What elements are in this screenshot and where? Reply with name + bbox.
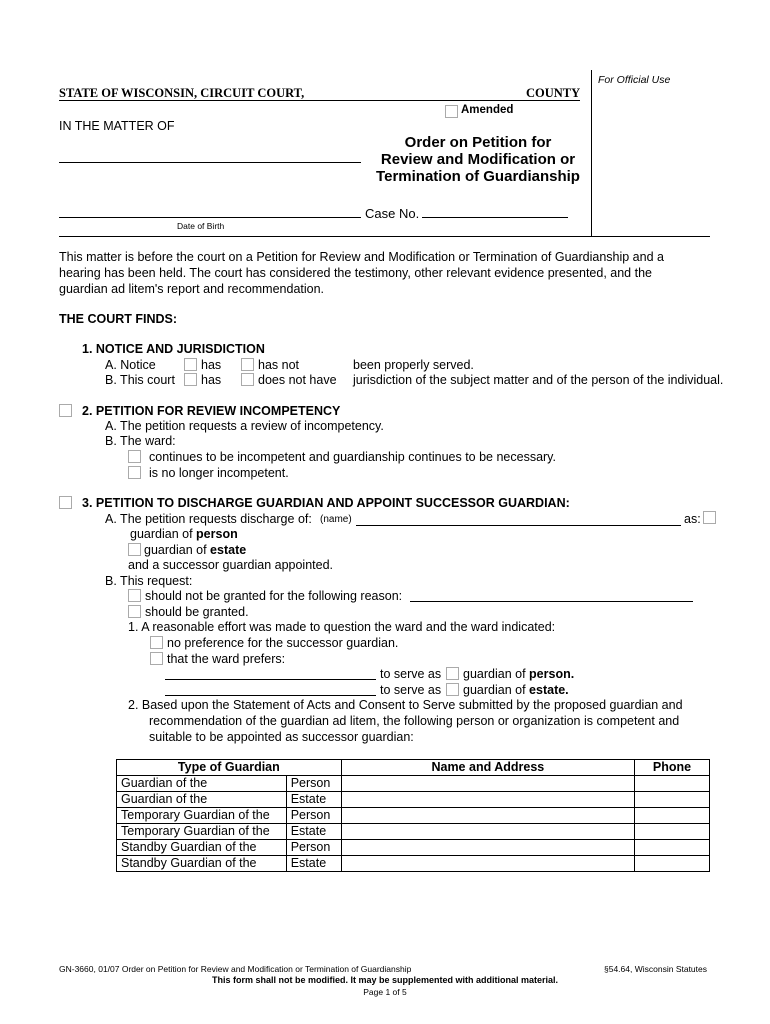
official-use-label: For Official Use [598,74,671,86]
notice-label: A. Notice [105,358,156,372]
type-of-guardian-header: Type of Guardian [117,760,342,776]
item2-line2: recommendation of the guardian ad litem, the following person or organization is competent and [149,714,680,728]
serve-person-checkbox[interactable] [446,667,459,680]
ward-prefers-checkbox[interactable] [150,652,163,665]
phone-cell[interactable] [635,824,710,840]
footer-form-id: GN-3660, 01/07 Order on Petition for Review and Modification or Termination of Guardianship [59,964,412,974]
section2-item-b: B. The ward: [105,434,176,448]
granted-checkbox[interactable] [128,605,141,618]
guardian-scope-cell: Estate [286,792,341,808]
successor-text: and a successor guardian appointed. [128,558,334,572]
guardian-of-estate-checkbox[interactable] [128,543,141,556]
item2-line3: suitable to be appointed as successor guardian: [149,730,414,744]
guardian-type-cell: Standby Guardian of the [117,840,287,856]
footer-statute: §54.64, Wisconsin Statutes [604,964,708,974]
guardian-of-text: guardian of [130,527,193,541]
phone-cell[interactable] [635,792,710,808]
item1-text: 1. A reasonable effort was made to question the ward and the ward indicated: [128,620,556,634]
footer-page-number: Page 1 of 5 [363,987,407,997]
name-address-cell[interactable] [341,856,634,872]
name-address-cell[interactable] [341,792,634,808]
phone-header: Phone [635,760,710,776]
document-title-line3: Termination of Guardianship [376,168,580,185]
section2-heading: 2. PETITION FOR REVIEW INCOMPETENCY [82,404,341,418]
document-title-line2: Review and Modification or [380,151,576,168]
ward-name-field[interactable] [59,162,361,163]
section3-heading: 3. PETITION TO DISCHARGE GUARDIAN AND APPOINT SUCCESSOR GUARDIAN: [82,496,570,510]
guardian-scope-cell: Estate [286,824,341,840]
phone-cell[interactable] [635,856,710,872]
table-row [117,824,710,840]
notice-text: been properly served. [353,358,474,372]
matter-of-label: IN THE MATTER OF [59,119,175,133]
guardian-of-text: guardian of [463,683,526,697]
not-granted-reason-field[interactable] [410,601,693,602]
person-bold-text: person. [529,667,575,681]
no-longer-incompetent-checkbox[interactable] [128,466,141,479]
court-does-not-have-label: does not have [258,373,337,387]
request-text: B. This request: [105,574,193,588]
successor-guardian-table [116,759,710,872]
section3-checkbox[interactable] [59,496,72,509]
table-row [117,776,710,792]
amended-checkbox[interactable] [445,105,458,118]
name-address-cell[interactable] [341,808,634,824]
estate-text: estate [210,543,247,557]
phone-cell[interactable] [635,808,710,824]
header-bottom-rule [59,236,710,237]
estate-bold-text: estate. [529,683,569,697]
preferred-person-field[interactable] [165,679,376,680]
notice-has-label: has [201,358,222,372]
name-address-header: Name and Address [341,760,634,776]
continues-incompetent-label: continues to be incompetent and guardianship continues to be necessary. [149,450,556,464]
guardian-type-cell: Standby Guardian of the [117,856,287,872]
notice-has-not-label: has not [258,358,300,372]
guardian-of-text: guardian of [144,543,207,557]
name-address-cell[interactable] [341,824,634,840]
table-row [117,808,710,824]
court-name: STATE OF WISCONSIN, CIRCUIT COURT, [59,86,305,100]
intro-paragraph: This matter is before the court on a Petition for Review and Modification or Termination of Guardianship and a hearing has been held. The court has considered the testimony, other relevant evidence presented, and the guardian ad litem's report and recommendation. [59,250,664,296]
granted-label: should be granted. [145,605,249,619]
guardian-type-cell: Temporary Guardian of the [117,824,287,840]
table-row [117,856,710,872]
dob-label: Date of Birth [177,221,225,231]
phone-cell[interactable] [635,840,710,856]
court-label: B. This court [105,373,175,387]
name-address-cell[interactable] [341,840,634,856]
discharge-text: A. The petition requests discharge of: [105,512,312,526]
section1-heading: 1. NOTICE AND JURISDICTION [82,342,265,356]
guardian-scope-cell: Person [286,840,341,856]
official-use-divider [591,70,592,237]
guardian-of-text: guardian of [463,667,526,681]
discharge-as-checkbox[interactable] [703,511,716,524]
guardian-type-cell: Guardian of the [117,792,287,808]
no-preference-label: no preference for the successor guardian. [167,636,399,650]
case-no-field[interactable] [422,217,568,218]
section2-checkbox[interactable] [59,404,72,417]
discharge-as-label: as: [684,512,701,526]
item2-line1: 2. Based upon the Statement of Acts and Consent to Serve submitted by the proposed guardian and [128,698,683,712]
case-no-label: Case No. [365,206,420,221]
jurisdiction-text: jurisdiction of the subject matter and of the person of the individual. [353,373,724,387]
dob-field[interactable] [59,217,361,218]
table-header-row [117,760,710,776]
footer-notice: This form shall not be modified. It may be supplemented with additional material. [211,975,559,985]
not-granted-checkbox[interactable] [128,589,141,602]
no-preference-checkbox[interactable] [150,636,163,649]
guardian-of-estate-line [144,543,246,557]
preferred-estate-field[interactable] [165,695,376,696]
serve-estate-label [463,683,569,697]
court-has-checkbox[interactable] [184,373,197,386]
notice-has-not-checkbox[interactable] [241,358,254,371]
county-label: COUNTY [526,86,581,100]
guardian-of-person-line [130,527,238,541]
court-underline [59,100,580,101]
document-title-line1: Order on Petition for [404,134,552,151]
to-serve-as-label: to serve as [380,683,442,697]
notice-has-checkbox[interactable] [184,358,197,371]
guardian-scope-cell: Estate [286,856,341,872]
court-finds-heading: THE COURT FINDS: [59,312,178,326]
discharge-name-field[interactable] [356,525,681,526]
guardian-type-cell: Temporary Guardian of the [117,808,287,824]
discharge-name-hint: (name) [320,514,352,525]
continues-incompetent-checkbox[interactable] [128,450,141,463]
amended-label: Amended [461,104,514,116]
no-longer-incompetent-label: is no longer incompetent. [149,466,289,480]
table-row [117,840,710,856]
not-granted-label: should not be granted for the following reason: [145,589,403,603]
to-serve-as-label: to serve as [380,667,442,681]
serve-person-label [463,667,574,681]
guardian-scope-cell: Person [286,776,341,792]
section2-item-a: A. The petition requests a review of incompetency. [105,419,384,433]
guardian-type-cell: Guardian of the [117,776,287,792]
guardian-scope-cell: Person [286,808,341,824]
phone-cell[interactable] [635,776,710,792]
person-text: person [196,527,238,541]
ward-prefers-label: that the ward prefers: [167,652,286,666]
court-has-label: has [201,373,222,387]
table-row [117,792,710,808]
serve-estate-checkbox[interactable] [446,683,459,696]
name-address-cell[interactable] [341,776,634,792]
court-does-not-have-checkbox[interactable] [241,373,254,386]
